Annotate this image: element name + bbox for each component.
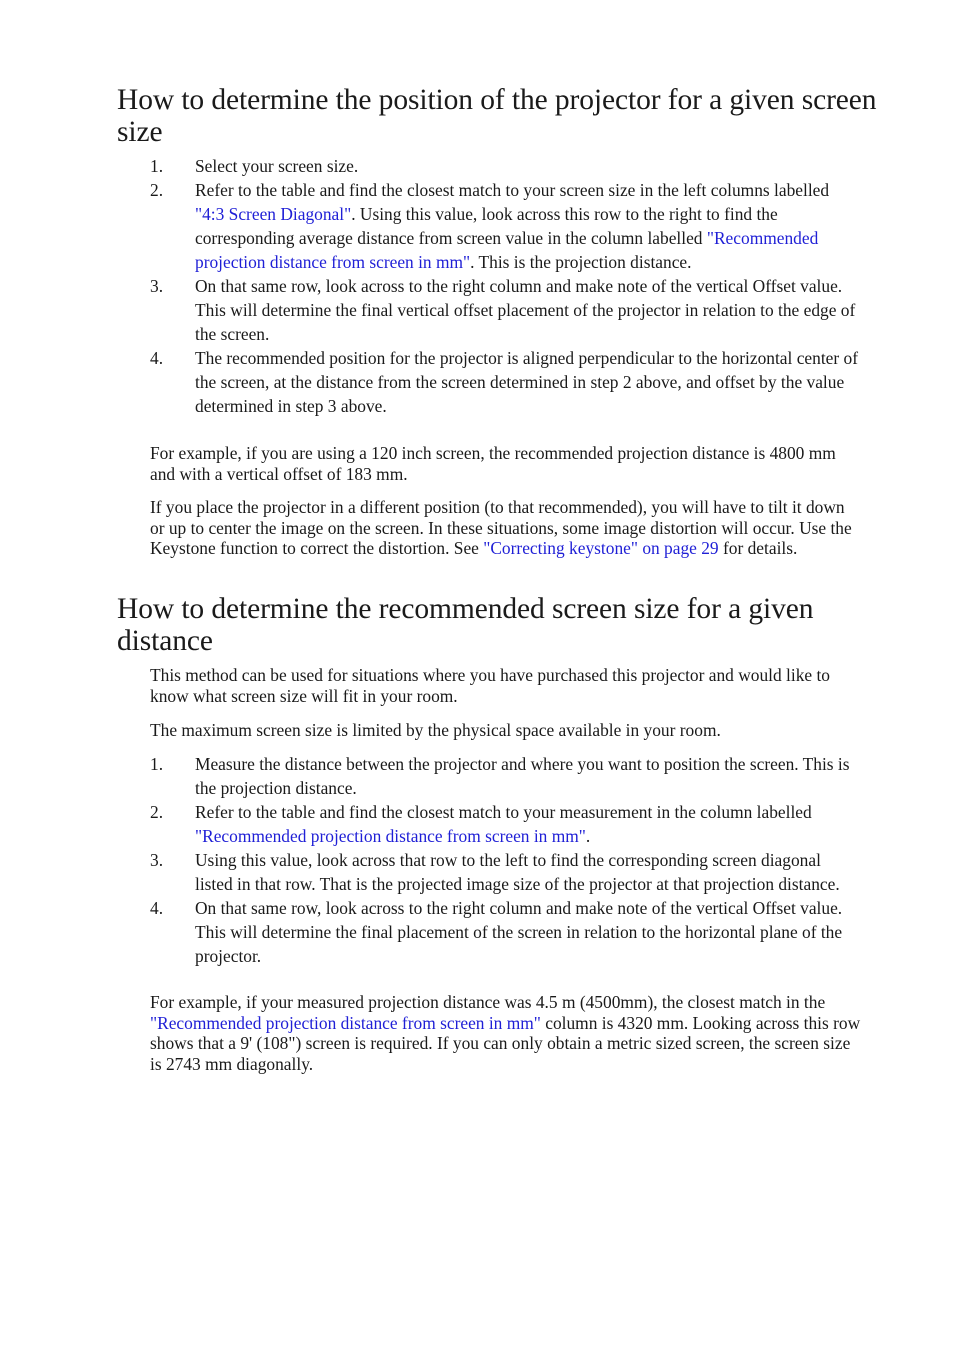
- step-text: . This is the projection distance.: [470, 252, 692, 272]
- list-number: 3.: [150, 850, 164, 870]
- list-number: 3.: [150, 276, 164, 296]
- step-text: Using this value, look across that row to the left to find the corresponding screen diagonal listed in that row. That is the projected image size of the projector at that projection distance.: [195, 850, 840, 894]
- paragraph-text: For example, if your measured projection distance was 4.5 m (4500mm), the closest match in the: [150, 992, 826, 1012]
- list-item: [150, 848, 862, 896]
- paragraph-text: column is 4320 mm. Looking across this row shows that a 9' (108") screen is required. If you can only obtain a metric sized screen, the screen size is 2743 mm diagonally.: [150, 1012, 861, 1074]
- step-text: .: [585, 826, 591, 846]
- link-correcting-keystone[interactable]: "Correcting keystone" on page 29: [483, 538, 719, 558]
- list-number: 4.: [150, 348, 164, 368]
- paragraph-text: for details.: [718, 538, 798, 558]
- list-number: 2.: [150, 180, 164, 200]
- step-text: The recommended position for the projector is aligned perpendicular to the horizontal center of the screen, at the distance from the screen determined in step 2 above, and offset by the value determined in step 3 above.: [195, 348, 859, 416]
- link-recommended-distance[interactable]: "Recommended projection distance from screen in mm": [150, 1012, 541, 1033]
- list-item: [150, 154, 862, 178]
- list-item: [150, 274, 862, 346]
- step-text: Refer to the table and find the closest match to your measurement in the column labelled: [195, 802, 812, 822]
- list-item: [150, 752, 862, 800]
- measured-example-paragraph: [150, 992, 862, 1074]
- section-heading-screen-size: How to determine the recommended screen size for a given distance: [117, 593, 814, 657]
- step-text: Refer to the table and find the closest match to your screen size in the left columns labelled: [195, 180, 830, 200]
- link-recommended-distance[interactable]: "Recommended projection distance from screen in mm": [195, 826, 586, 846]
- step-text: Select your screen size.: [195, 156, 359, 176]
- list-item: [150, 178, 862, 274]
- section-heading-projector-position: How to determine the position of the projector for a given screen size: [117, 84, 877, 148]
- list-number: 1.: [150, 156, 164, 176]
- list-number: 2.: [150, 802, 164, 822]
- paragraph-text: If you place the projector in a different position (to that recommended), you will have to tilt it down or up to center the image on the screen. In these situations, some image distortion will occur. Use the Keystone function to correct the distortion. See: [150, 497, 852, 558]
- intro-paragraph: This method can be used for situations where you have purchased this projector and would like to know what screen size will fit in your room.: [150, 665, 830, 706]
- screen-size-steps: [150, 752, 862, 968]
- limit-paragraph: The maximum screen size is limited by the physical space available in your room.: [150, 720, 721, 740]
- link-recommended-distance[interactable]: "Recommended projection distance from screen in mm": [195, 228, 819, 272]
- list-number: 4.: [150, 898, 164, 918]
- step-text: . Using this value, look across this row to the right to find the corresponding average distance from screen value in the column labelled: [195, 204, 778, 248]
- tilt-paragraph: [150, 497, 862, 559]
- step-text: On that same row, look across to the right column and make note of the vertical Offset value. This will determine the final vertical offset placement of the projector in relation to the edge of the screen.: [195, 276, 856, 344]
- list-item: [150, 800, 862, 848]
- list-item: [150, 346, 862, 418]
- list-item: [150, 896, 862, 968]
- projector-position-steps: [150, 154, 862, 418]
- link-screen-diagonal[interactable]: "4:3 Screen Diagonal": [195, 204, 352, 224]
- step-text: On that same row, look across to the right column and make note of the vertical Offset value. This will determine the final placement of the screen in relation to the horizontal plane of the projector.: [195, 898, 843, 966]
- example-paragraph: For example, if you are using a 120 inch screen, the recommended projection distance is 4800 mm and with a vertical offset of 183 mm.: [150, 443, 836, 484]
- step-text: Measure the distance between the projector and where you want to position the screen. This is the projection distance.: [195, 754, 850, 798]
- list-number: 1.: [150, 754, 164, 774]
